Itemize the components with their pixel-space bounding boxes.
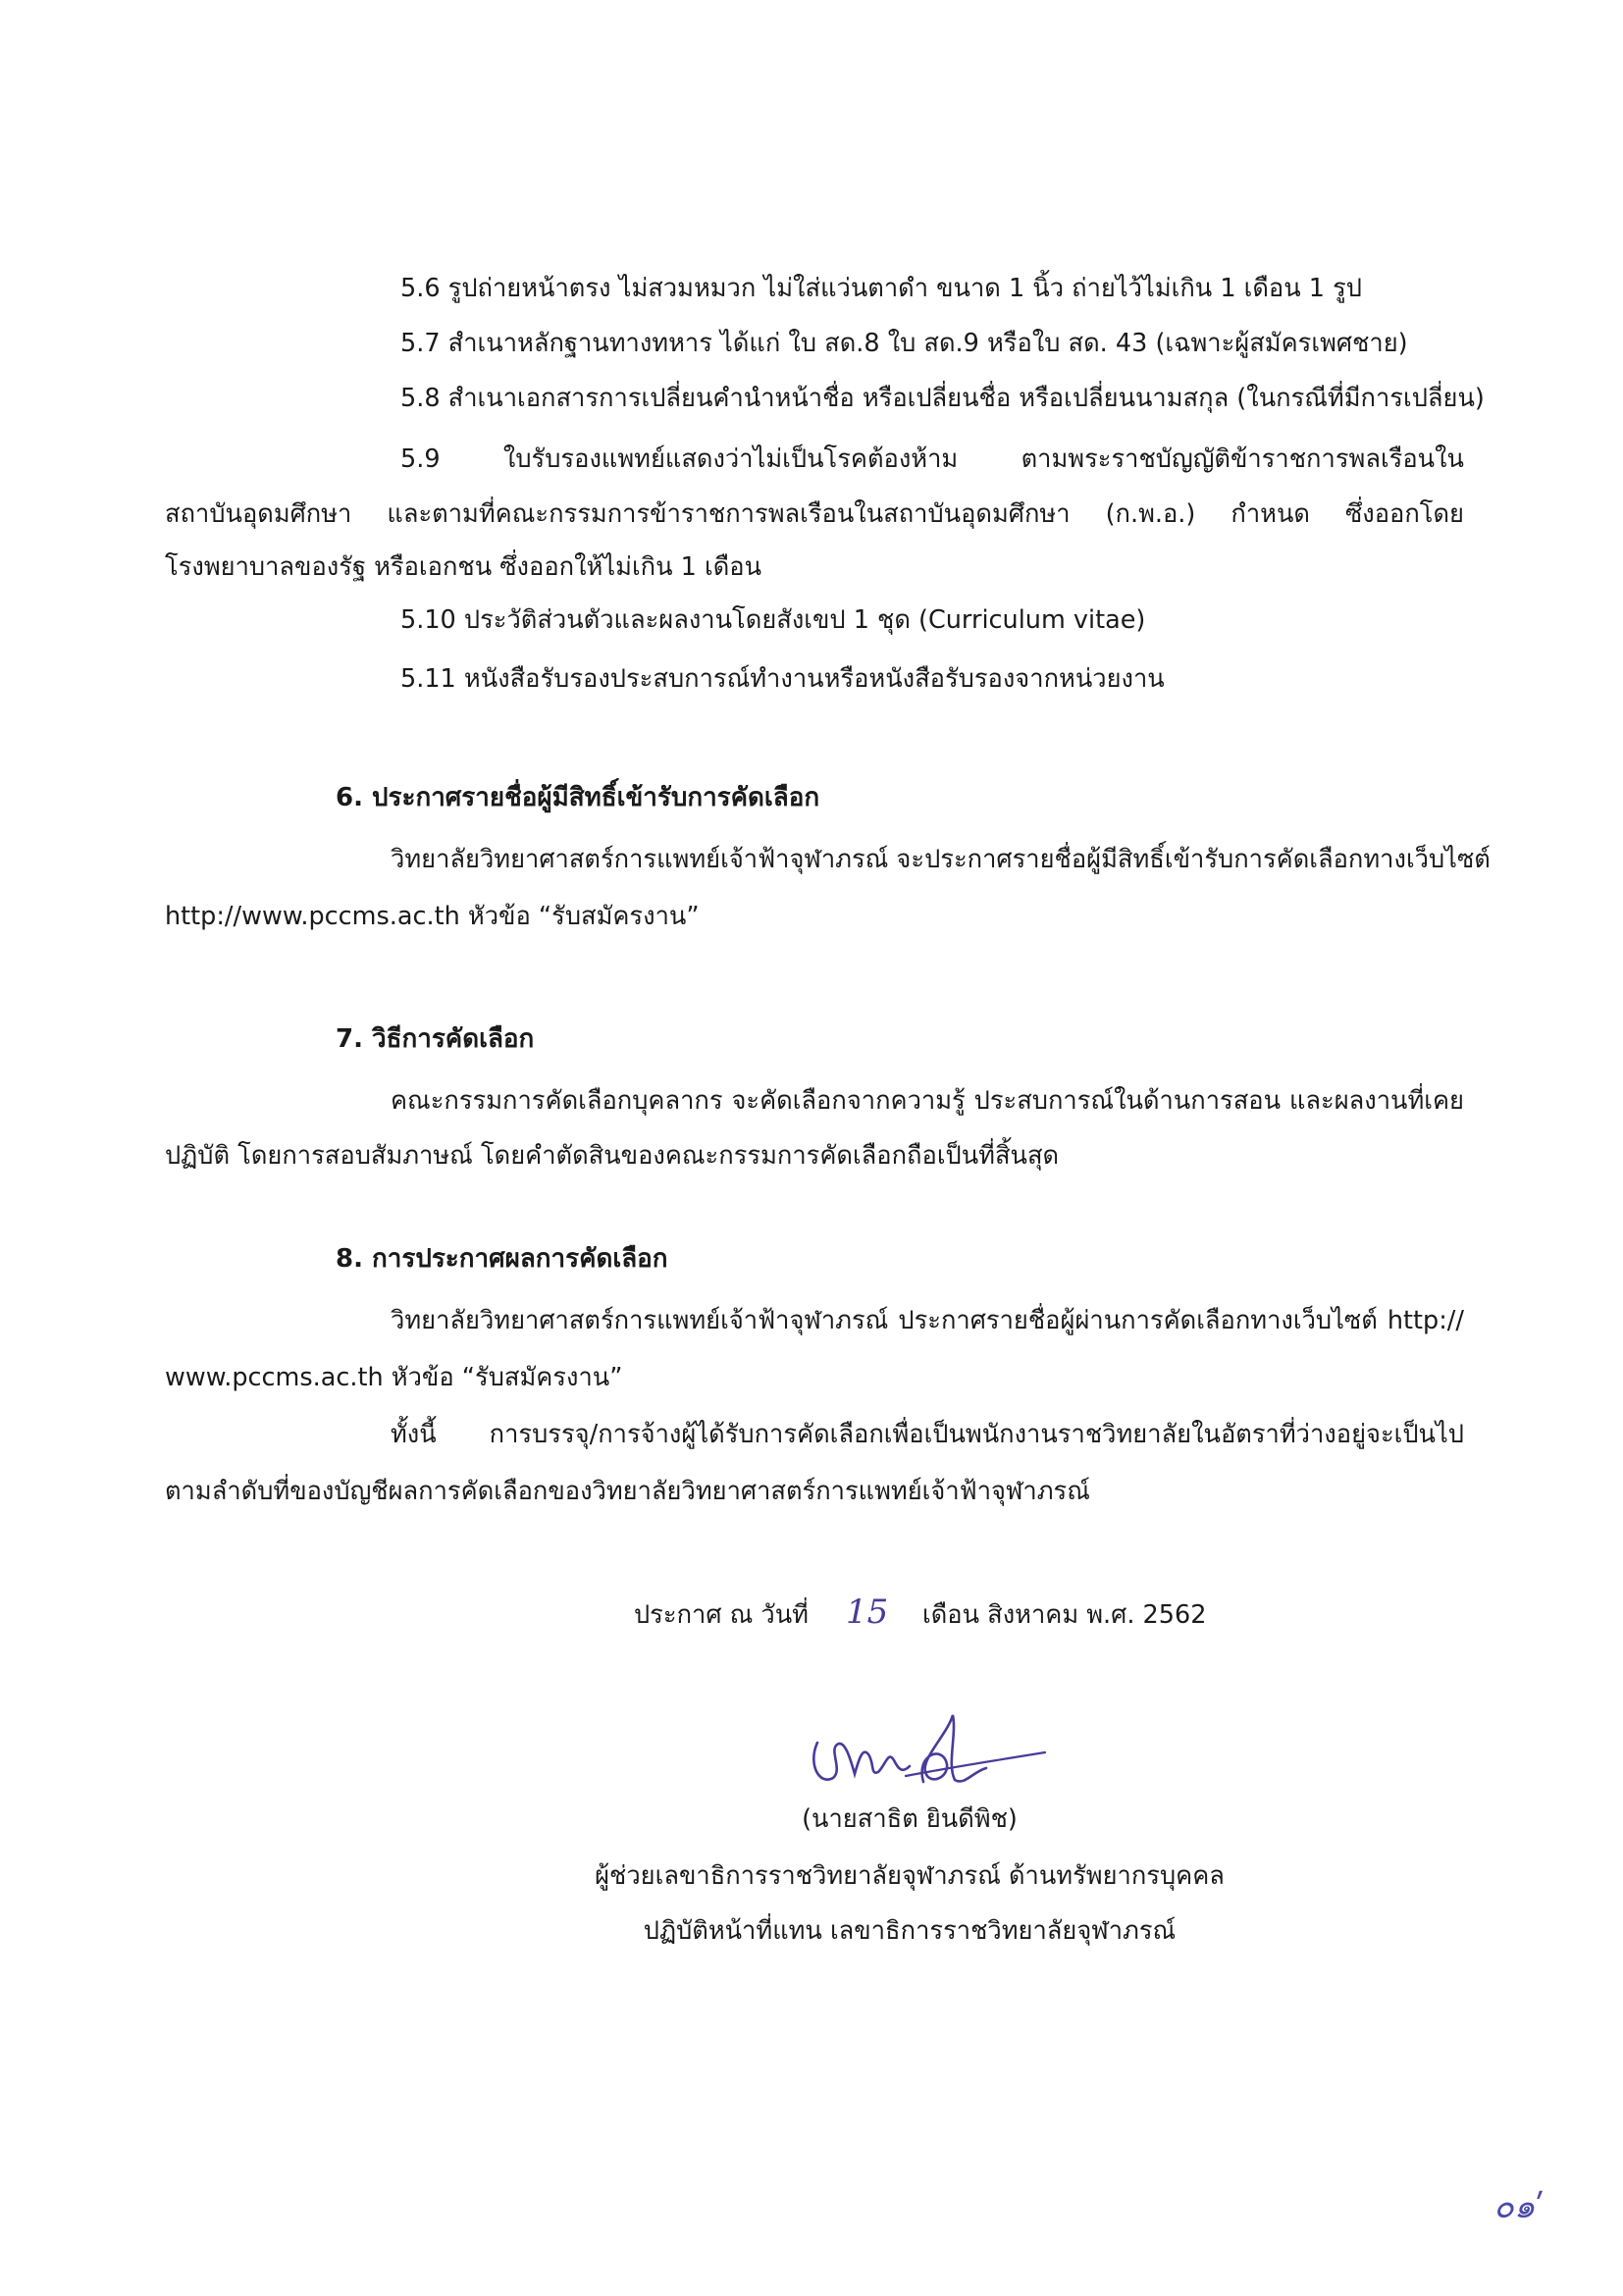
item-5-6: 5.6 รูปถ่ายหน้าตรง ไม่สวมหมวก ไม่ใส่แว่นตาดำ ขนาด 1 นิ้ว ถ่ายไว้ไม่เกิน 1 เดือน 1 รูป (400, 274, 1362, 303)
signatory-title-line2: ปฏิบัติหน้าที่แทน เลขาธิการราชวิทยาลัยจุฬาภรณ์ (643, 1916, 1177, 1946)
announce-day-handwritten: 15 (846, 1592, 889, 1632)
section-6-line1: วิทยาลัยวิทยาศาสตร์การแพทย์เจ้าฟ้าจุฬาภรณ์ จะประกาศรายชื่อผู้มีสิทธิ์เข้ารับการคัดเลือกทางเว็บไซต์ (391, 845, 1491, 874)
signatory-title-line1: ผู้ช่วยเลขาธิการราชวิทยาลัยจุฬาภรณ์ ด้านทรัพยากรบุคคล (595, 1861, 1225, 1891)
item-5-9-line2: สถาบันอุดมศึกษา และตามที่คณะกรรมการข้าราชการพลเรือนในสถาบันอุดมศึกษา (ก.พ.อ.) กำหนด ซึ่งออกโดย (165, 499, 1464, 529)
section-8-line3: ทั้งนี้ การบรรจุ/การจ้างผู้ได้รับการคัดเลือกเพื่อเป็นพนักงานราชวิทยาลัยในอัตราที่ว่างอยู่จะเป็นไป (391, 1420, 1464, 1449)
item-5-11: 5.11 หนังสือรับรองประสบการณ์ทำงานหรือหนังสือรับรองจากหน่วยงาน (400, 664, 1165, 694)
section-7-line2: ปฏิบัติ โดยการสอบสัมภาษณ์ โดยคำตัดสินของคณะกรรมการคัดเลือกถือเป็นที่สิ้นสุด (165, 1141, 1060, 1171)
section-8-heading: 8. การประกาศผลการคัดเลือก (336, 1244, 668, 1274)
signatory-name: (นายสาธิต ยินดีพิช) (802, 1804, 1018, 1834)
item-5-9-line3: โรงพยาบาลของรัฐ หรือเอกชน ซึ่งออกให้ไม่เกิน 1 เดือน (165, 552, 762, 582)
signature-scribble (800, 1696, 1055, 1803)
section-6-heading: 6. ประกาศรายชื่อผู้มีสิทธิ์เข้ารับการคัดเลือก (336, 783, 820, 812)
page-mark-handwritten: ๐๑ʹ (1493, 2187, 1544, 2226)
announce-prefix: ประกาศ ณ วันที่ (634, 1600, 809, 1630)
section-6-line2: http://www.pccms.ac.th หัวข้อ “รับสมัครงาน” (165, 902, 700, 931)
item-5-9-line1: 5.9 ใบรับรองแพทย์แสดงว่าไม่เป็นโรคต้องห้าม ตามพระราชบัญญัติข้าราชการพลเรือนใน (400, 444, 1464, 474)
announce-suffix: เดือน สิงหาคม พ.ศ. 2562 (922, 1600, 1207, 1630)
item-5-7: 5.7 สำเนาหลักฐานทางทหาร ได้แก่ ใบ สด.8 ใบ สด.9 หรือใบ สด. 43 (เฉพาะผู้สมัครเพศชาย) (400, 329, 1408, 358)
section-8-line2: www.pccms.ac.th หัวข้อ “รับสมัครงาน” (165, 1363, 623, 1392)
section-8-line4: ตามลำดับที่ของบัญชีผลการคัดเลือกของวิทยาลัยวิทยาศาสตร์การแพทย์เจ้าฟ้าจุฬาภรณ์ (165, 1477, 1090, 1506)
section-8-line1: วิทยาลัยวิทยาศาสตร์การแพทย์เจ้าฟ้าจุฬาภรณ์ ประกาศรายชื่อผู้ผ่านการคัดเลือกทางเว็บไซต์ http:// (391, 1306, 1464, 1335)
item-5-10: 5.10 ประวัติส่วนตัวและผลงานโดยสังเขป 1 ชุด (Curriculum vitae) (400, 605, 1146, 635)
section-7-line1: คณะกรรมการคัดเลือกบุคลากร จะคัดเลือกจากความรู้ ประสบการณ์ในด้านการสอน และผลงานที่เคย (391, 1086, 1464, 1116)
item-5-8: 5.8 สำเนาเอกสารการเปลี่ยนคำนำหน้าชื่อ หรือเปลี่ยนชื่อ หรือเปลี่ยนนามสกุล (ในกรณีที่มีการเปลี่ยน) (400, 384, 1485, 413)
section-7-heading: 7. วิธีการคัดเลือก (336, 1024, 535, 1054)
